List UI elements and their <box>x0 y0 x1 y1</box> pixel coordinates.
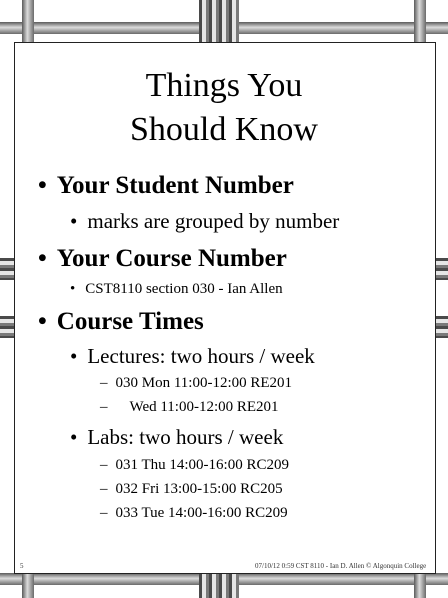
bullet-icon: • <box>38 172 47 199</box>
dash-icon: – <box>100 375 108 391</box>
list-item <box>38 172 294 200</box>
list-item <box>70 425 283 450</box>
item-text: Your Student Number <box>56 172 294 199</box>
page-number: 5 <box>20 562 24 570</box>
item-text: 033 Tue 14:00-16:00 RC209 <box>115 505 288 521</box>
item-text: Course Times <box>56 308 204 335</box>
title-line-1: Things You <box>145 67 303 104</box>
dash-icon: – <box>100 481 108 497</box>
slide-title <box>0 64 448 152</box>
bullet-icon: • <box>70 344 78 368</box>
bullet-icon: • <box>70 209 78 233</box>
item-text: 032 Fri 13:00-15:00 RC205 <box>115 481 283 497</box>
list-item <box>100 375 292 392</box>
list-item <box>70 344 315 369</box>
list-item <box>70 209 339 234</box>
dash-icon: – <box>100 457 108 473</box>
item-text: Your Course Number <box>56 245 287 272</box>
list-item <box>70 281 283 298</box>
footer-caption: 07/10/12 0:59 CST 8110 - Ian D. Allen © Algonquin College <box>255 562 427 570</box>
title-line-2: Should Know <box>130 111 318 148</box>
bullet-icon: • <box>70 425 78 449</box>
bullet-icon: • <box>38 245 47 272</box>
decorative-top-tab <box>199 0 239 48</box>
list-item <box>100 457 289 474</box>
item-text: Lectures: two hours / week <box>87 344 315 368</box>
item-text: 030 Mon 11:00-12:00 RE201 <box>115 375 293 391</box>
item-text: Labs: two hours / week <box>87 425 284 449</box>
list-item <box>100 399 279 416</box>
list-item <box>38 245 287 273</box>
item-text: marks are grouped by number <box>87 209 340 233</box>
item-text: 031 Thu 14:00-16:00 RC209 <box>115 457 289 473</box>
item-text: Wed 11:00-12:00 RE201 <box>129 399 279 415</box>
item-text: CST8110 section 030 - Ian Allen <box>85 281 283 297</box>
dash-icon: – <box>100 399 108 415</box>
list-item <box>100 505 288 522</box>
bullet-icon: • <box>38 308 47 335</box>
dash-icon: – <box>100 505 108 521</box>
list-item <box>100 481 283 498</box>
list-item <box>38 308 204 336</box>
bullet-icon: • <box>70 281 76 297</box>
